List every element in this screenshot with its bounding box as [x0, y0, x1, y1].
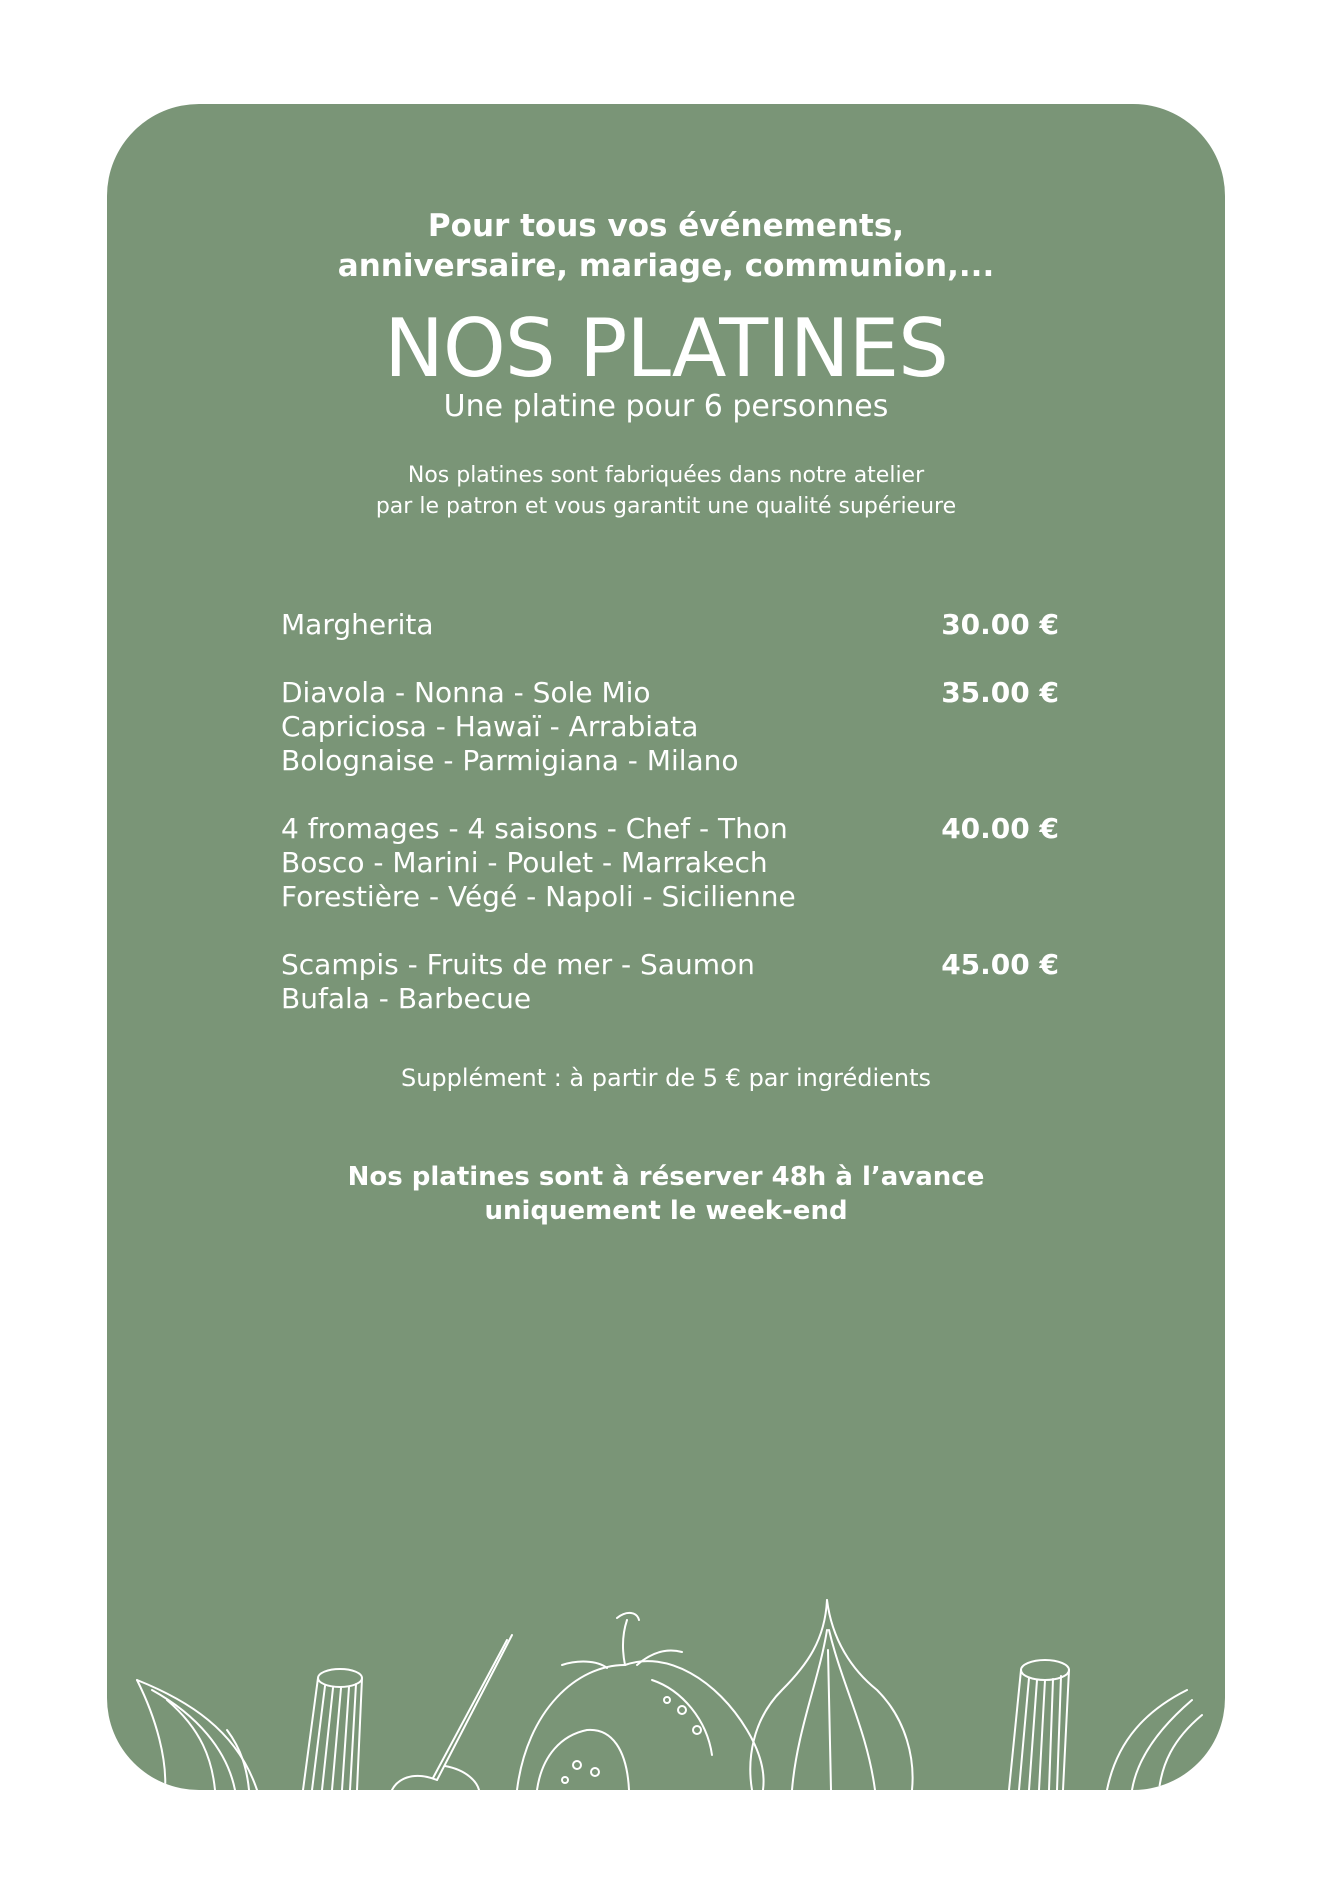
description — [107, 460, 1225, 522]
pizza-name-line: 4 fromages - 4 saisons - Chef - Thon — [281, 812, 788, 845]
reservation-line-2: uniquement le week-end — [484, 1196, 848, 1226]
price-row — [281, 948, 1059, 1016]
price-row — [281, 812, 1059, 914]
garlic-icon — [1107, 1690, 1202, 1790]
vegetable-illustration — [107, 1590, 1225, 1790]
pizza-name-line: Bosco - Marini - Poulet - Marrakech — [281, 846, 768, 879]
pizza-name-line: Scampis - Fruits de mer - Saumon — [281, 948, 755, 981]
pizza-name-line: Capriciosa - Hawaï - Arrabiata — [281, 710, 699, 743]
reservation-line-1: Nos platines sont à réserver 48h à l’avance — [347, 1162, 985, 1192]
pizza-name-line: Margherita — [281, 608, 434, 641]
intro-line-1: Pour tous vos événements, — [427, 208, 905, 244]
pasta-tube-icon — [1009, 1660, 1069, 1790]
price-row — [281, 676, 1059, 778]
pizza-name-line: Forestière - Végé - Napoli - Sicilienne — [281, 880, 796, 913]
description-line-2: par le patron et vous garantit une qualité supérieure — [375, 494, 957, 519]
description-line-1: Nos platines sont fabriquées dans notre atelier — [407, 463, 925, 488]
pizza-name-line: Bufala - Barbecue — [281, 982, 532, 1015]
tomato-icon — [517, 1613, 764, 1790]
pizza-name-line: Diavola - Nonna - Sole Mio — [281, 676, 651, 709]
price-value: 40.00 € — [941, 812, 1059, 845]
pizza-name-line: Bolognaise - Parmigiana - Milano — [281, 744, 739, 777]
onion-icon — [750, 1600, 912, 1790]
intro-text — [107, 206, 1225, 286]
price-row — [281, 608, 1059, 642]
price-value: 45.00 € — [941, 948, 1059, 981]
intro-line-2: anniversaire, mariage, communion,... — [337, 248, 995, 284]
pasta-tube-icon — [303, 1669, 362, 1790]
page-title: NOS PLATINES — [384, 302, 948, 395]
price-list — [281, 608, 1059, 1050]
price-value: 30.00 € — [941, 608, 1059, 641]
page-subtitle: Une platine pour 6 personnes — [443, 389, 889, 424]
supplement-note: Supplément : à partir de 5 € par ingrédients — [400, 1064, 932, 1092]
reservation-note — [107, 1160, 1225, 1228]
price-value: 35.00 € — [941, 676, 1059, 709]
menu-card — [107, 104, 1225, 1790]
herb-sprig-icon — [392, 1635, 512, 1790]
garlic-icon — [137, 1680, 257, 1790]
